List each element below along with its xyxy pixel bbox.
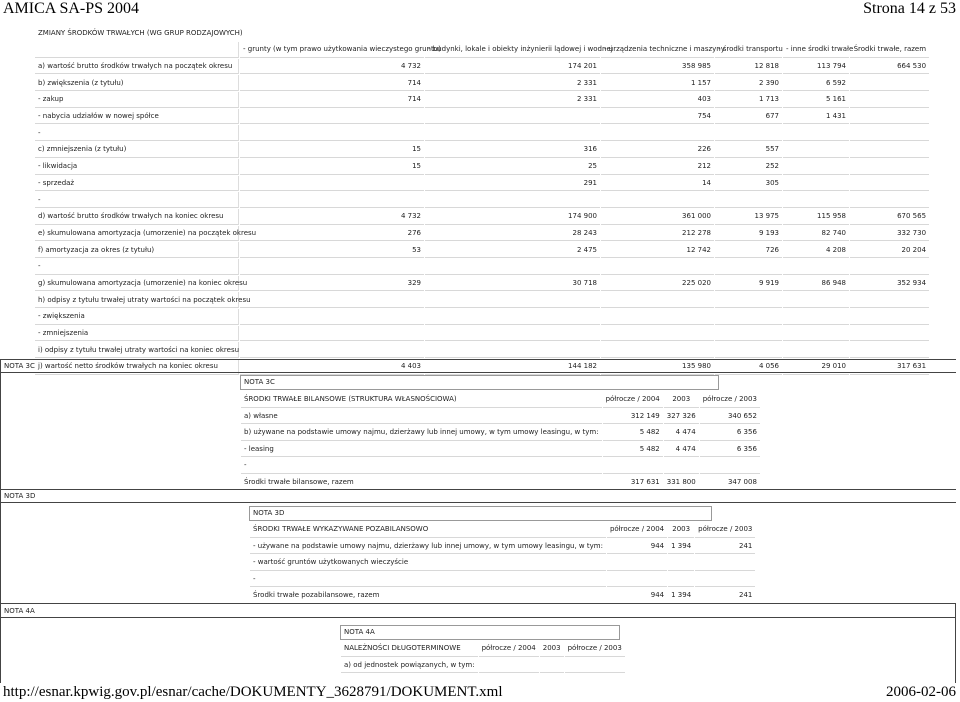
value-cell: [601, 309, 714, 325]
value-cell: [783, 159, 849, 175]
value-cell: 53: [240, 242, 424, 258]
table-row: [35, 125, 929, 141]
value-cell: 6 356: [700, 442, 760, 458]
value-cell: [240, 176, 424, 192]
value-cell: 12 818: [715, 59, 782, 75]
column-header: - inne środki trwałe: [783, 42, 849, 58]
value-cell: 14: [601, 176, 714, 192]
value-cell: 4 208: [783, 242, 849, 258]
row-label: - leasing: [241, 442, 602, 458]
column-header: ŚRODKI TRWAŁE BILANSOWE (STRUKTURA WŁASNOŚCIOWA): [241, 392, 602, 408]
table-row: [35, 209, 929, 225]
value-cell: 2 331: [425, 92, 600, 108]
value-cell: [565, 658, 625, 674]
value-cell: 174 201: [425, 59, 600, 75]
value-cell: [240, 109, 424, 125]
row-label: b) używane na podstawie umowy najmu, dzierżawy lub innej umowy, w tym umowy leasingu, w tym:: [241, 425, 602, 441]
page-header: [0, 0, 960, 20]
value-cell: 1 431: [783, 109, 849, 125]
table-row: [35, 292, 929, 308]
column-header: Środki trwałe, razem: [850, 42, 929, 58]
value-cell: 1 157: [601, 75, 714, 91]
divider: [0, 489, 1, 603]
value-cell: 113 794: [783, 59, 849, 75]
value-cell: 331 800: [664, 475, 699, 491]
value-cell: [715, 259, 782, 275]
row-label: j) wartość netto środków trwałych na koniec okresu: [35, 359, 239, 375]
value-cell: 329: [240, 276, 424, 292]
print-date: 2006-02-06: [886, 684, 956, 700]
value-cell: 135 980: [601, 359, 714, 375]
value-cell: [240, 259, 424, 275]
value-cell: [850, 92, 929, 108]
value-cell: 4 474: [664, 442, 699, 458]
column-header: 2003: [664, 392, 699, 408]
value-cell: [850, 309, 929, 325]
value-cell: [425, 109, 600, 125]
value-cell: [240, 326, 424, 342]
value-cell: 28 243: [425, 226, 600, 242]
value-cell: 317 631: [850, 359, 929, 375]
column-header: półrocze / 2003: [565, 641, 625, 657]
note-4a-table: [340, 640, 626, 674]
row-label: e) skumulowana amortyzacja (umorzenie) na początek okresu: [35, 226, 239, 242]
table-row: [35, 226, 929, 242]
value-cell: 754: [601, 109, 714, 125]
row-label: g) skumulowana amortyzacja (umorzenie) na koniec okresu: [35, 276, 239, 292]
value-cell: 212: [601, 159, 714, 175]
note-3c-label: NOTA 3C: [4, 362, 35, 370]
value-cell: [425, 192, 600, 208]
value-cell: [700, 458, 760, 474]
row-label: - używane na podstawie umowy najmu, dzierżawy lub innej umowy, w tym umowy leasingu, w tym:: [250, 539, 606, 555]
value-cell: [715, 125, 782, 141]
column-header: - środki transportu: [715, 42, 782, 58]
page-footer: [0, 684, 960, 702]
value-cell: [425, 326, 600, 342]
value-cell: [715, 292, 782, 308]
column-header: 2003: [540, 641, 564, 657]
table-header-row: [250, 522, 755, 538]
row-label: a) od jednostek powiązanych, w tym:: [341, 658, 478, 674]
row-label: f) amortyzacja za okres (z tytułu): [35, 242, 239, 258]
divider: [0, 359, 1, 489]
value-cell: 4 403: [240, 359, 424, 375]
value-cell: 305: [715, 176, 782, 192]
note-3d-table: [249, 521, 756, 605]
value-cell: 403: [601, 92, 714, 108]
value-cell: [240, 342, 424, 358]
table-row: [35, 176, 929, 192]
table-row: [35, 142, 929, 158]
value-cell: 6 592: [783, 75, 849, 91]
value-cell: 241: [695, 539, 755, 555]
column-header: ŚRODKI TRWAŁE WYKAZYWANE POZABILANSOWO: [250, 522, 606, 538]
value-cell: 225 020: [601, 276, 714, 292]
table-row: [35, 59, 929, 75]
value-cell: 115 958: [783, 209, 849, 225]
row-label: -: [241, 458, 602, 474]
table-row: [241, 409, 760, 425]
value-cell: 557: [715, 142, 782, 158]
value-cell: 252: [715, 159, 782, 175]
divider: [0, 617, 956, 618]
value-cell: 2 475: [425, 242, 600, 258]
value-cell: 4 056: [715, 359, 782, 375]
value-cell: [783, 142, 849, 158]
value-cell: 4 474: [664, 425, 699, 441]
table-row: [250, 539, 755, 555]
value-cell: 29 010: [783, 359, 849, 375]
value-cell: 174 900: [425, 209, 600, 225]
divider: [0, 489, 956, 490]
value-cell: 944: [607, 539, 667, 555]
value-cell: 276: [240, 226, 424, 242]
value-cell: 12 742: [601, 242, 714, 258]
value-cell: 726: [715, 242, 782, 258]
row-label: Środki trwałe pozabilansowe, razem: [250, 588, 606, 604]
column-header: półrocze / 2003: [695, 522, 755, 538]
value-cell: 15: [240, 142, 424, 158]
divider: [0, 359, 956, 360]
value-cell: [479, 658, 539, 674]
value-cell: [850, 192, 929, 208]
page-number: Strona 14 z 53: [863, 0, 956, 17]
table-row: [35, 309, 929, 325]
value-cell: [601, 192, 714, 208]
value-cell: [715, 309, 782, 325]
value-cell: 226: [601, 142, 714, 158]
column-header: - budynki, lokale i obiekty inżynierii lądowej i wodnej: [425, 42, 600, 58]
value-cell: [425, 309, 600, 325]
value-cell: [425, 292, 600, 308]
divider: [0, 603, 1, 683]
value-cell: [603, 458, 663, 474]
table-row: [250, 555, 755, 571]
column-header: - grunty (w tym prawo użytkowania wieczystego gruntu): [240, 42, 424, 58]
value-cell: [783, 326, 849, 342]
value-cell: [607, 555, 667, 571]
value-cell: [664, 458, 699, 474]
value-cell: 317 631: [603, 475, 663, 491]
column-header: - urządzenia techniczne i maszyny: [601, 42, 714, 58]
row-label: - likwidacja: [35, 159, 239, 175]
table-row: [250, 572, 755, 588]
value-cell: [425, 342, 600, 358]
table-row: [35, 242, 929, 258]
row-label: - zwiększenia: [35, 309, 239, 325]
value-cell: 670 565: [850, 209, 929, 225]
value-cell: 241: [695, 588, 755, 604]
value-cell: 361 000: [601, 209, 714, 225]
value-cell: [425, 259, 600, 275]
value-cell: 82 740: [783, 226, 849, 242]
value-cell: 944: [607, 588, 667, 604]
table-row: [35, 276, 929, 292]
note-3d-label: NOTA 3D: [4, 492, 36, 500]
value-cell: [783, 292, 849, 308]
value-cell: 1 713: [715, 92, 782, 108]
value-cell: [240, 192, 424, 208]
value-cell: 664 530: [850, 59, 929, 75]
value-cell: 312 149: [603, 409, 663, 425]
table-row: [35, 342, 929, 358]
value-cell: [240, 125, 424, 141]
value-cell: 9 919: [715, 276, 782, 292]
value-cell: [850, 342, 929, 358]
value-cell: [695, 555, 755, 571]
value-cell: [850, 159, 929, 175]
divider: [0, 603, 956, 604]
value-cell: [783, 192, 849, 208]
row-label: a) własne: [241, 409, 602, 425]
table-header-row: [341, 641, 625, 657]
value-cell: 714: [240, 92, 424, 108]
value-cell: [783, 309, 849, 325]
row-label: c) zmniejszenia (z tytułu): [35, 142, 239, 158]
table-row: [35, 159, 929, 175]
row-label: -: [35, 125, 239, 141]
note-3d-box: NOTA 3D: [249, 506, 712, 521]
value-cell: 144 182: [425, 359, 600, 375]
row-label: -: [35, 259, 239, 275]
fixed-assets-changes-table: [34, 24, 930, 376]
value-cell: [850, 326, 929, 342]
note-3c-box: NOTA 3C: [240, 375, 719, 390]
value-cell: 20 204: [850, 242, 929, 258]
value-cell: [850, 109, 929, 125]
value-cell: [601, 259, 714, 275]
value-cell: 4 732: [240, 209, 424, 225]
value-cell: 9 193: [715, 226, 782, 242]
value-cell: 13 975: [715, 209, 782, 225]
value-cell: [715, 342, 782, 358]
table-row: [35, 192, 929, 208]
table-row: [35, 75, 929, 91]
value-cell: 332 730: [850, 226, 929, 242]
value-cell: 5 161: [783, 92, 849, 108]
divider: [955, 603, 956, 683]
column-header: półrocze / 2004: [607, 522, 667, 538]
value-cell: [850, 292, 929, 308]
table-row: [241, 425, 760, 441]
value-cell: [850, 142, 929, 158]
table-row: [35, 92, 929, 108]
value-cell: 6 356: [700, 425, 760, 441]
value-cell: [668, 572, 694, 588]
value-cell: [601, 292, 714, 308]
table-row: [35, 326, 929, 342]
value-cell: [668, 555, 694, 571]
value-cell: 25: [425, 159, 600, 175]
value-cell: [850, 75, 929, 91]
note-3c-table: [240, 391, 761, 491]
note-4a-box: NOTA 4A: [340, 625, 620, 640]
value-cell: [715, 192, 782, 208]
row-label: b) zwiększenia (z tytułu): [35, 75, 239, 91]
document-title: AMICA SA-PS 2004: [3, 0, 140, 17]
value-cell: 5 482: [603, 442, 663, 458]
divider: [0, 372, 956, 373]
column-header: półrocze / 2003: [700, 392, 760, 408]
value-cell: [695, 572, 755, 588]
value-cell: 5 482: [603, 425, 663, 441]
value-cell: 212 278: [601, 226, 714, 242]
row-label: -: [250, 572, 606, 588]
value-cell: 347 008: [700, 475, 760, 491]
table-row: [35, 259, 929, 275]
value-cell: 316: [425, 142, 600, 158]
value-cell: [850, 125, 929, 141]
row-label: Środki trwałe bilansowe, razem: [241, 475, 602, 491]
value-cell: 358 985: [601, 59, 714, 75]
row-label: - wartość gruntów użytkowanych wieczyście: [250, 555, 606, 571]
value-cell: [425, 125, 600, 141]
value-cell: [715, 326, 782, 342]
column-header: półrocze / 2004: [603, 392, 663, 408]
column-header: 2003: [668, 522, 694, 538]
row-label: - zakup: [35, 92, 239, 108]
value-cell: [850, 176, 929, 192]
value-cell: 1 394: [668, 588, 694, 604]
note-4a-label: NOTA 4A: [4, 607, 35, 615]
row-label: - sprzedaż: [35, 176, 239, 192]
table-header-row: [35, 42, 929, 58]
row-label: h) odpisy z tytułu trwałej utraty wartości na początek okresu: [35, 292, 239, 308]
value-cell: 677: [715, 109, 782, 125]
value-cell: 340 652: [700, 409, 760, 425]
value-cell: [240, 309, 424, 325]
value-cell: [240, 292, 424, 308]
source-url: http://esnar.kpwig.gov.pl/esnar/cache/DOKUMENTY_3628791/DOKUMENT.xml: [3, 684, 503, 700]
divider: [0, 502, 956, 503]
value-cell: [783, 176, 849, 192]
column-header: NALEŻNOŚCI DŁUGOTERMINOWE: [341, 641, 478, 657]
value-cell: 86 948: [783, 276, 849, 292]
row-label: - zmniejszenia: [35, 326, 239, 342]
row-label: a) wartość brutto środków trwałych na początek okresu: [35, 59, 239, 75]
table-row: [241, 442, 760, 458]
value-cell: [783, 342, 849, 358]
row-label: i) odpisy z tytułu trwałej utraty wartości na koniec okresu: [35, 342, 239, 358]
value-cell: 2 331: [425, 75, 600, 91]
value-cell: 30 718: [425, 276, 600, 292]
value-cell: [783, 125, 849, 141]
value-cell: 4 732: [240, 59, 424, 75]
table-row: [241, 458, 760, 474]
table-row: [341, 658, 625, 674]
value-cell: [607, 572, 667, 588]
value-cell: [540, 658, 564, 674]
row-label: -: [35, 192, 239, 208]
table-row: [241, 475, 760, 491]
value-cell: [850, 259, 929, 275]
row-label: - nabycia udziałów w nowej spółce: [35, 109, 239, 125]
value-cell: 327 326: [664, 409, 699, 425]
value-cell: 352 934: [850, 276, 929, 292]
value-cell: [601, 125, 714, 141]
value-cell: [601, 326, 714, 342]
value-cell: [783, 259, 849, 275]
value-cell: 2 390: [715, 75, 782, 91]
value-cell: 1 394: [668, 539, 694, 555]
table-title: ZMIANY ŚRODKÓW TRWAŁYCH (WG GRUP RODZAJOWYCH): [38, 29, 243, 37]
value-cell: 15: [240, 159, 424, 175]
value-cell: [601, 342, 714, 358]
table-row: [250, 588, 755, 604]
value-cell: 291: [425, 176, 600, 192]
row-label: d) wartość brutto środków trwałych na koniec okresu: [35, 209, 239, 225]
table-header-row: [241, 392, 760, 408]
table-row: [35, 109, 929, 125]
column-header: półrocze / 2004: [479, 641, 539, 657]
value-cell: 714: [240, 75, 424, 91]
